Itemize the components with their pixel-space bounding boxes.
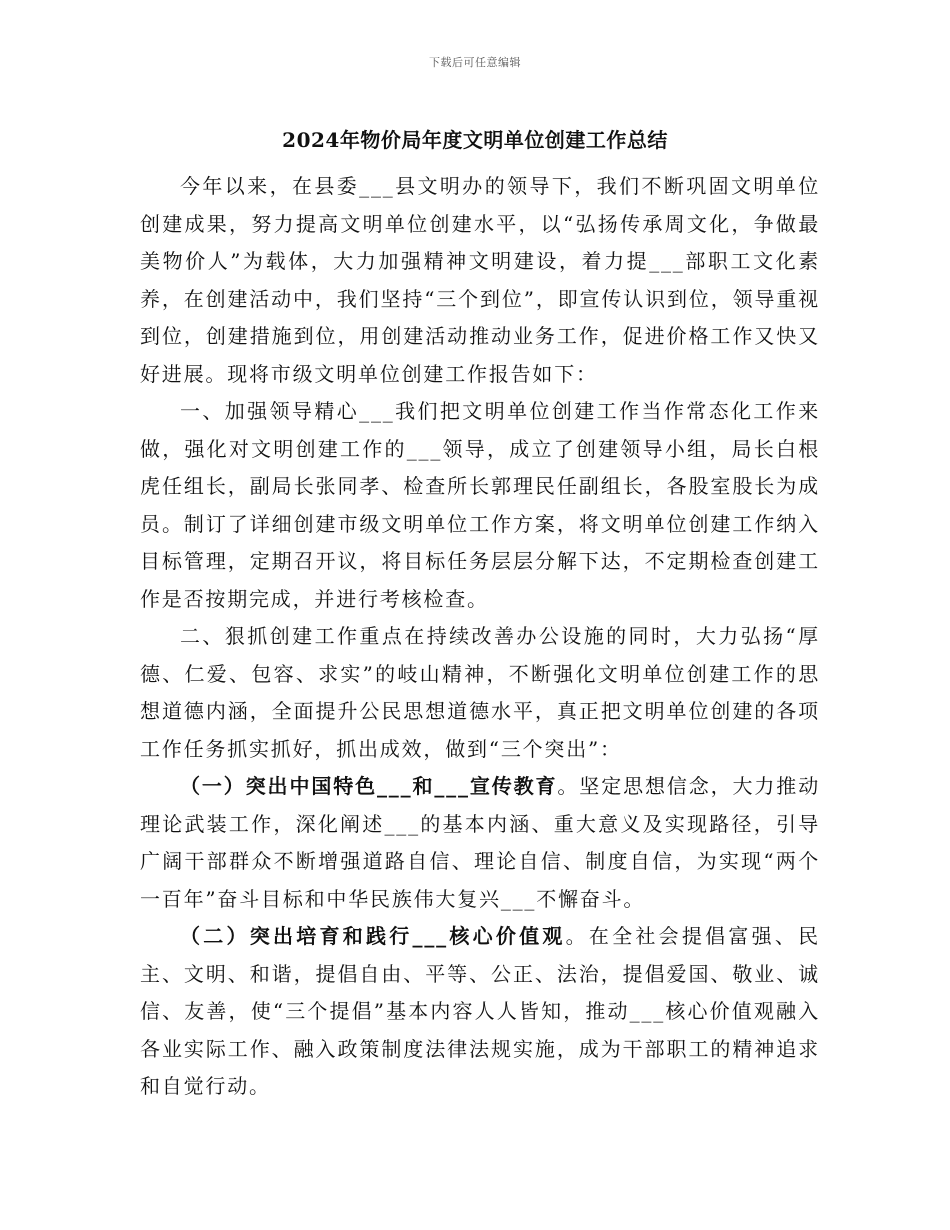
page-header-note: 下载后可任意编辑 (429, 56, 521, 69)
document-title: 2024年物价局年度文明单位创建工作总结 (282, 128, 668, 152)
document-body (140, 168, 820, 1106)
paragraph-text: 。在全社会提倡富强、民主、文明、和谐，提倡自由、平等、公正、法治，提倡爱国、敬业、诚信、友善，使“三个提倡”基本内容人人皆知，推动___核心价值观融入各业实际工作、融入政策制度法律法规实施，成为干部职工的精神追求和自觉行动。 (140, 924, 820, 1098)
paragraph-text: 二、狠抓创建工作重点在持续改善办公设施的同时，大力弘扬“厚德、仁爱、包容、求实”的岐山精神，不断强化文明单位创建工作的思想道德内涵，全面提升公民思想道德水平，真正把文明单位创建的各项工作任务抓实抓好，抓出成效，做到“三个突出”： (140, 624, 820, 761)
paragraph-section-two (140, 618, 820, 768)
paragraph-section-one (140, 393, 820, 618)
paragraph-subsection-two (140, 918, 820, 1106)
paragraph-text: 。坚定思想信念，大力推动理论武装工作，深化阐述___的基本内涵、重大意义及实现路径，引导广阔干部群众不断增强道路自信、理论自信、制度自信，为实现“两个一百年”奋斗目标和中华民族伟大复兴___不懈奋斗。 (140, 774, 820, 911)
paragraph-subsection-one (140, 768, 820, 918)
paragraph-intro (140, 168, 820, 393)
subsection-heading: （二）突出培育和践行___核心价值观 (180, 924, 566, 948)
subsection-heading: （一）突出中国特色___和___宣传教育 (180, 774, 558, 798)
paragraph-text: 一、加强领导精心___我们把文明单位创建工作当作常态化工作来做，强化对文明创建工作的___领导，成立了创建领导小组，局长白根虎任组长，副局长张同孝、检查所长郭理民任副组长，各股室股长为成员。制订了详细创建市级文明单位工作方案，将文明单位创建工作纳入目标管理，定期召开议，将目标任务层层分解下达，不定期检查创建工作是否按期完成，并进行考核检查。 (140, 399, 820, 611)
paragraph-text: 今年以来，在县委___县文明办的领导下，我们不断巩固文明单位创建成果，努力提高文明单位创建水平，以“弘扬传承周文化，争做最美物价人”为载体，大力加强精神文明建设，着力提___部职工文化素养，在创建活动中，我们坚持“三个到位”，即宣传认识到位，领导重视到位，创建措施到位，用创建活动推动业务工作，促进价格工作又快又好进展。现将市级文明单位创建工作报告如下： (140, 174, 820, 386)
